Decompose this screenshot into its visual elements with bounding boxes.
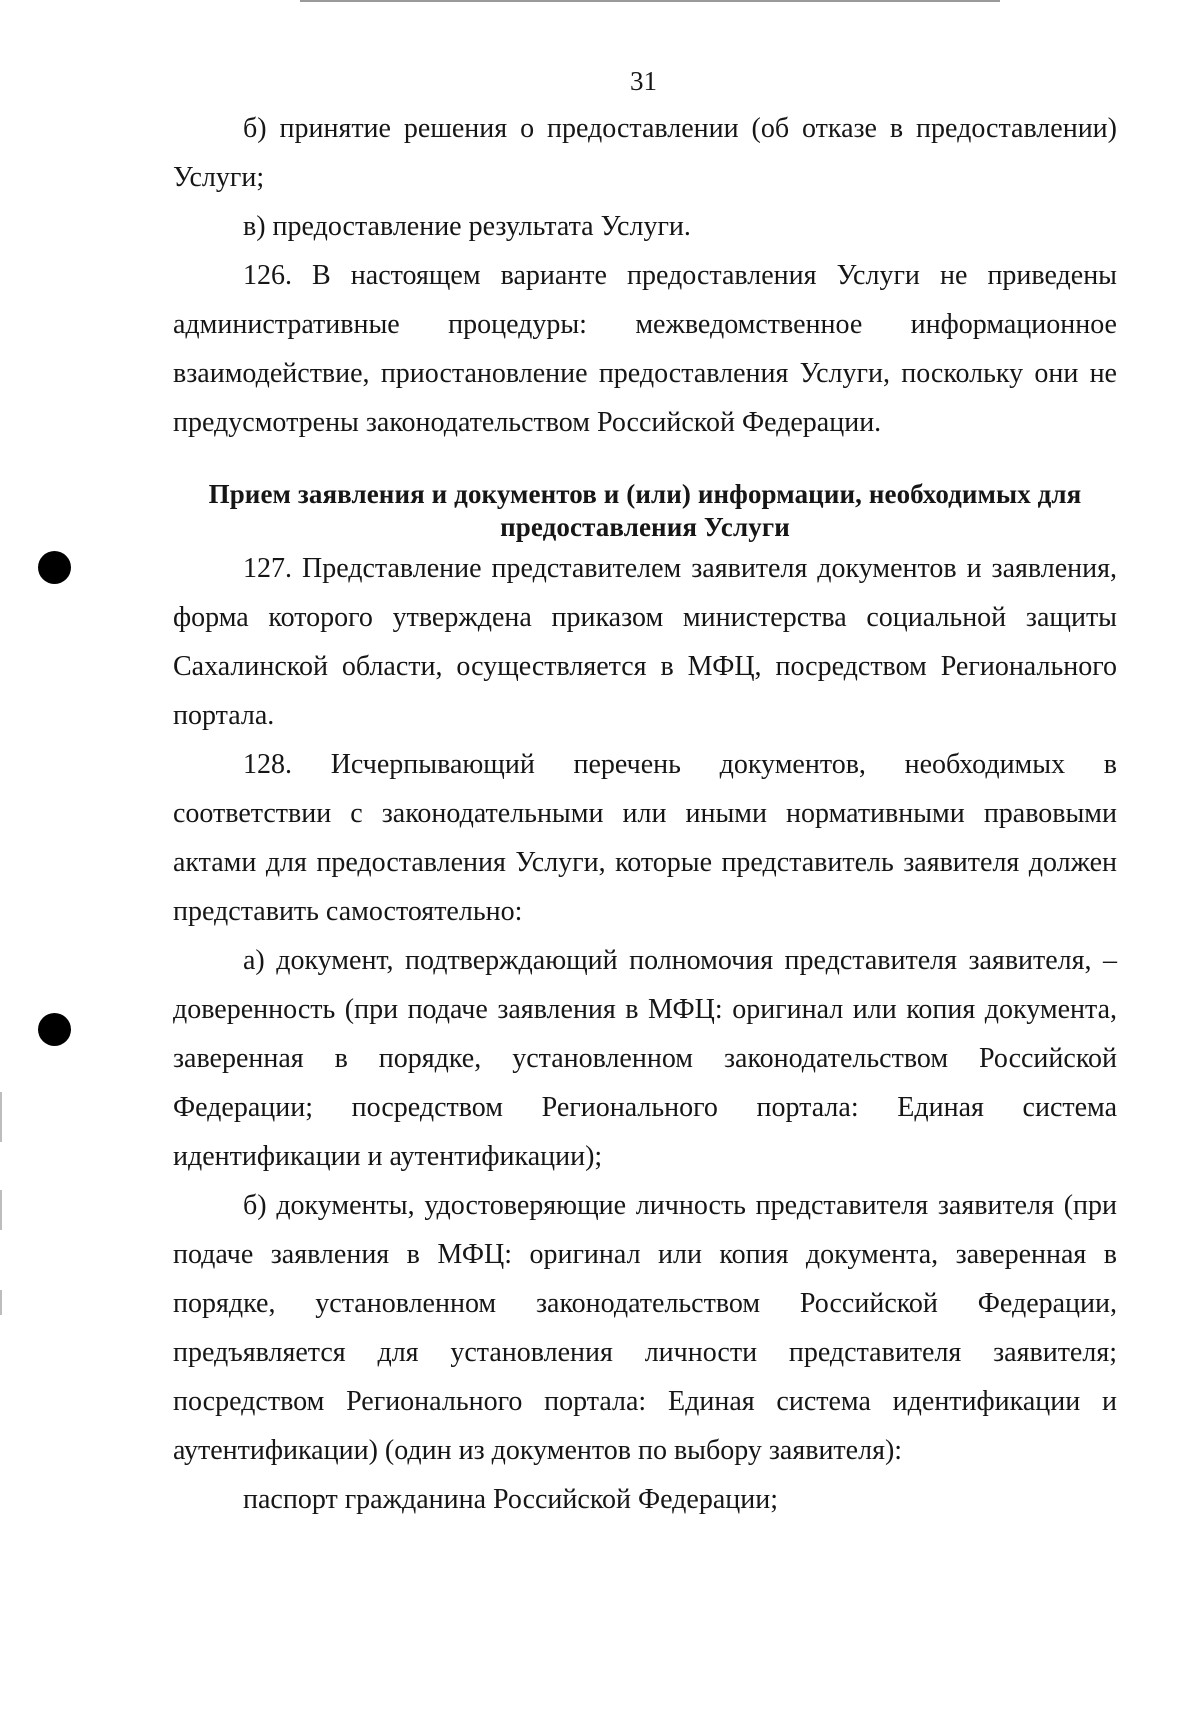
- paragraph-passport: паспорт гражданина Российской Федерации;: [243, 1484, 779, 1515]
- scan-edge-mark: [0, 1290, 2, 1315]
- page-number: 31: [630, 66, 657, 96]
- punch-hole-mark: [38, 1013, 71, 1046]
- section-heading-line-1: Прием заявления и документов и (или) информации, необходимых для: [208, 479, 1082, 509]
- section-heading-line-2: предоставления Услуги: [500, 512, 790, 542]
- punch-hole-mark: [38, 551, 71, 584]
- document-body: [173, 104, 1117, 1524]
- paragraph-item-v-result: в) предоставление результата Услуги.: [243, 211, 691, 242]
- paragraph-item-a-authority-document: а) документ, подтверждающий полномочия представителя заявителя, – доверенность (при подаче заявления в МФЦ: оригинал или копия документа, заверенная в порядке, установленном законодательством Российской Федерации; посредством Регионального портала: Единая система идентификации и аутентификации);: [173, 945, 1117, 1172]
- paragraph-127: 127. Представление представителем заявителя документов и заявления, форма которого утверждена приказом министерства социальной защиты Сахалинской области, осуществляется в МФЦ, посредством Регионального портала.: [173, 553, 1117, 731]
- section-heading: [173, 478, 1117, 544]
- scan-edge-mark: [0, 1190, 2, 1230]
- scan-edge-mark: [0, 1092, 2, 1142]
- paragraph-item-b-decision: б) принятие решения о предоставлении (об отказе в предоставлении) Услуги;: [173, 113, 1117, 193]
- paragraph-128: 128. Исчерпывающий перечень документов, необходимых в соответствии с законодательными или иными нормативными правовыми актами для предоставления Услуги, которые представитель заявителя должен представить самостоятельно:: [173, 749, 1117, 927]
- paragraph-item-b-identity-documents: б) документы, удостоверяющие личность представителя заявителя (при подаче заявления в МФЦ: оригинал или копия документа, заверенная в порядке, установленном законодательством Российской Федерации, предъявляется для установления личности представителя заявителя; посредством Регионального портала: Единая система идентификации и аутентификации) (один из документов по выбору заявителя):: [173, 1190, 1117, 1466]
- scan-top-edge-line: [300, 0, 1000, 2]
- paragraph-126: 126. В настоящем варианте предоставления Услуги не приведены административные процедуры: межведомственное информационное взаимодействие, приостановление предоставления Услуги, поскольку они не предусмотрены законодательством Российской Федерации.: [173, 260, 1117, 438]
